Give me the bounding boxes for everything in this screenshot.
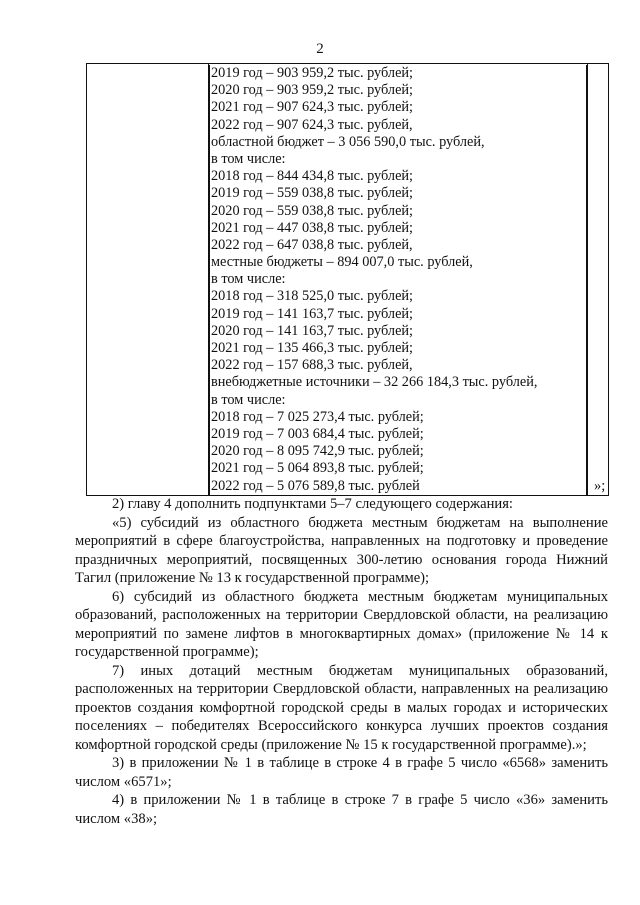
quote-closing: »; — [594, 478, 606, 494]
table-line: 2018 год – 7 025 273,4 тыс. рублей; — [209, 409, 587, 426]
funding-lines — [209, 65, 587, 495]
table-line: 2022 год – 5 076 589,8 тыс. рублей — [209, 478, 587, 495]
table-line: внебюджетные источники – 32 266 184,3 тыс. рублей, — [209, 374, 587, 391]
paragraph-appendix-row-4: 3) в приложении № 1 в таблице в строке 4 в графе 5 число «6568» заменить числом «6571»; — [75, 755, 608, 790]
paragraph-appendix-row-7: 4) в приложении № 1 в таблице в строке 7 в графе 5 число «36» заменить числом «38»; — [75, 792, 608, 827]
table-line: 2018 год – 318 525,0 тыс. рублей; — [209, 288, 587, 305]
table-line: 2019 год – 903 959,2 тыс. рублей; — [209, 65, 587, 82]
paragraph-item-6: 6) субсидий из областного бюджета местным бюджетам муниципальных образований, расположенных на территории Свердловской области, на реализацию мероприятий по замене лифтов в многоквартирных домах» (приложение № 14 к государственной программе); — [75, 588, 608, 660]
program-funding-table — [86, 63, 609, 496]
table-line: 2019 год – 141 163,7 тыс. рублей; — [209, 306, 587, 323]
paragraph-item-5: «5) субсидий из областного бюджета местным бюджетам на выполнение мероприятий в сфере благоустройства, направленных на подготовку и проведение праздничных мероприятий, посвященных 300-летию основания города Нижний Тагил (приложение № 13 к государственной программе); — [75, 514, 608, 586]
table-line: 2021 год – 447 038,8 тыс. рублей; — [209, 220, 587, 237]
table-line: 2020 год – 141 163,7 тыс. рублей; — [209, 323, 587, 340]
table-line: 2020 год – 8 095 742,9 тыс. рублей; — [209, 443, 587, 460]
table-line: в том числе: — [209, 151, 587, 168]
table-line: 2022 год – 157 688,3 тыс. рублей, — [209, 357, 587, 374]
table-column-divider-right — [587, 64, 588, 495]
table-line: 2022 год – 907 624,3 тыс. рублей, — [209, 117, 587, 134]
table-line: в том числе: — [209, 392, 587, 409]
page-number: 2 — [316, 41, 324, 57]
table-line: 2021 год – 907 624,3 тыс. рублей; — [209, 99, 587, 116]
table-line: в том числе: — [209, 271, 587, 288]
table-line: 2022 год – 647 038,8 тыс. рублей, — [209, 237, 587, 254]
table-line: 2020 год – 903 959,2 тыс. рублей; — [209, 82, 587, 99]
table-line: 2021 год – 5 064 893,8 тыс. рублей; — [209, 460, 587, 477]
table-line: 2020 год – 559 038,8 тыс. рублей; — [209, 203, 587, 220]
table-line: 2019 год – 7 003 684,4 тыс. рублей; — [209, 426, 587, 443]
table-line: 2021 год – 135 466,3 тыс. рублей; — [209, 340, 587, 357]
table-line: местные бюджеты – 894 007,0 тыс. рублей, — [209, 254, 587, 271]
table-line: 2018 год – 844 434,8 тыс. рублей; — [209, 168, 587, 185]
paragraph-item-7: 7) иных дотаций местным бюджетам муниципальных образований, расположенных на территории Свердловской области, направленных на реализацию проектов создания комфортной городской среды в малых городах и исторических поселениях – победителях Всероссийского конкурса лучших проектов создания комфортной городской среды (приложение № 15 к государственной программе).»; — [75, 662, 608, 753]
table-line: областной бюджет – 3 056 590,0 тыс. рублей, — [209, 134, 587, 151]
amendment-text — [75, 495, 608, 828]
paragraph-chapter-4: 2) главу 4 дополнить подпунктами 5–7 следующего содержания: — [112, 496, 513, 512]
table-line: 2019 год – 559 038,8 тыс. рублей; — [209, 185, 587, 202]
